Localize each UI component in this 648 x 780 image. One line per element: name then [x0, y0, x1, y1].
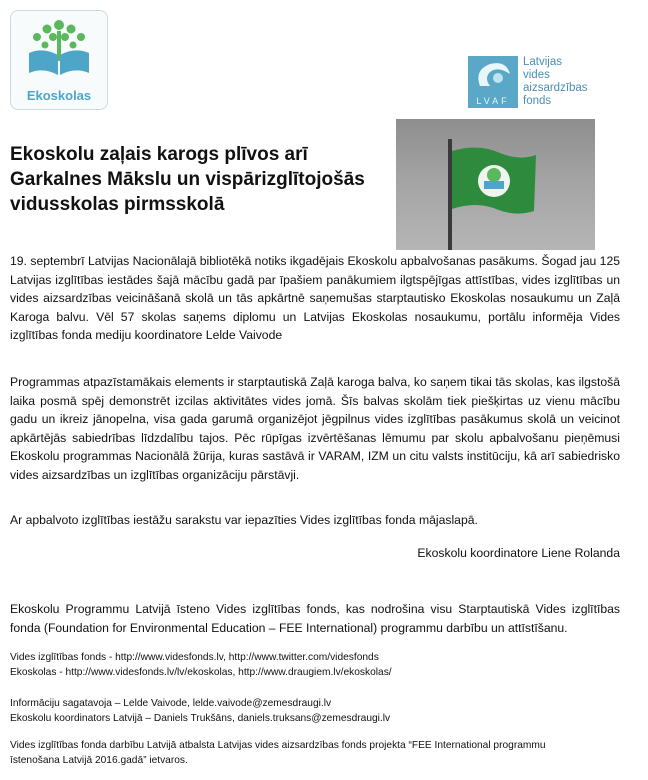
open-book-tree-icon	[23, 17, 95, 79]
footer-link-ekoskolas[interactable]: Ekoskolas - http://www.videsfonds.lv/lv/ekoskolas, http://www.draugiem.lv/ekoskolas/	[10, 666, 392, 678]
flag-icon	[396, 119, 595, 250]
lvaf-logo	[468, 56, 618, 110]
green-flag-photo	[396, 119, 595, 250]
wave-icon	[468, 56, 518, 98]
footer-support: Vides izglītības fonda darbību Latvijā atbalsta Latvijas vides aizsardzības fonds projekta “FEE International programmu īstenošana Latvijā 2016.gadā” ietvaros.	[10, 740, 546, 766]
paragraph-green-flag: Programmas atpazīstamākais elements ir starptautiskā Zaļā karoga balva, ko saņem tikai tās skolas, kas ilgstošā laika posmā spēj demonstrēt izcilas aktivitātes vides jomā. Šīs balvas skolām tiek piešķirtas uz vienu mācību gadu un ikreiz jānopelna, visa gada garumā organizējot jēgpilnus vides izglītības pasākumus skolā un veicinot apkārtējās sabiedrības līdzdalību tajos. Pēc rūpīgas izvērtēšanas lēmumu par skolu apbalvošanu pieņēmusi Ekoskolu programmas Nacionālā žūrija, kuras sastāvā ir VARAM, IZM un citu valsts institūciju, kā arī sabiedrisko vides aizsardzības un izglītības organizāciju pārstāvji.	[10, 375, 620, 482]
ekoskolas-logo	[10, 10, 108, 110]
footer-contacts	[10, 697, 630, 726]
ekoskolas-logo-text: Ekoskolas	[26, 88, 92, 103]
lvaf-mark	[468, 56, 518, 108]
contact-info-coordinator: Ekoskolu koordinators Latvijā – Daniels Trukšāns, daniels.truksans@zemesdraugi.lv	[10, 712, 391, 724]
paragraph-intro: 19. septembrī Latvijas Nacionālajā bibliotēkā notiks ikgadējais Ekoskolu apbalvošanas pasākums. Šogad jau 125 Latvijas izglītības iestādes šajā mācību gadā par īpašiem panākumiem ilgtspējīgas attīstības, vides izglītības un vides aizsardzības veicināšanā skolā un tās apkārtnē saņemušas starptautisko Ekoskolas nosaukumu un Zaļā Karoga balvu. Vēl 57 skolas saņems diplomu un Latvijas Ekoskolas nosaukumu, portālu informēja Vides izglītības fonda mediju koordinatore Lelde Vaivode	[10, 254, 620, 342]
signature: Ekoskolu koordinatore Liene Rolanda	[417, 546, 620, 560]
contact-info-author: Informāciju sagatavoja – Lelde Vaivode, lelde.vaivode@zemesdraugi.lv	[10, 698, 332, 709]
article-title: Ekoskolu zaļais karogs plīvos arī Garkalnes Mākslu un vispārizglītojošās vidusskolas pirmsskolā	[10, 144, 365, 215]
lvaf-logo-text: Latvijas vides aizsardzības fonds	[523, 56, 588, 107]
paragraph-list-link: Ar apbalvoto izglītības iestāžu sarakstu var iepazīties Vides izglītības fonda mājaslapā.	[10, 513, 478, 527]
footer-links	[10, 651, 630, 680]
paragraph-program: Ekoskolu Programmu Latvijā īsteno Vides izglītības fonds, kas nodrošina visu Starptautiskā Vides izglītības fonda (Foundation for Environmental Education – FEE International) programmu darbību un attīstīšanu.	[10, 602, 620, 635]
footer-link-videsfonds[interactable]: Vides izglītības fonds - http://www.videsfonds.lv, http://www.twitter.com/videsfonds	[10, 652, 379, 663]
lvaf-abbr: LVAF	[476, 96, 510, 106]
